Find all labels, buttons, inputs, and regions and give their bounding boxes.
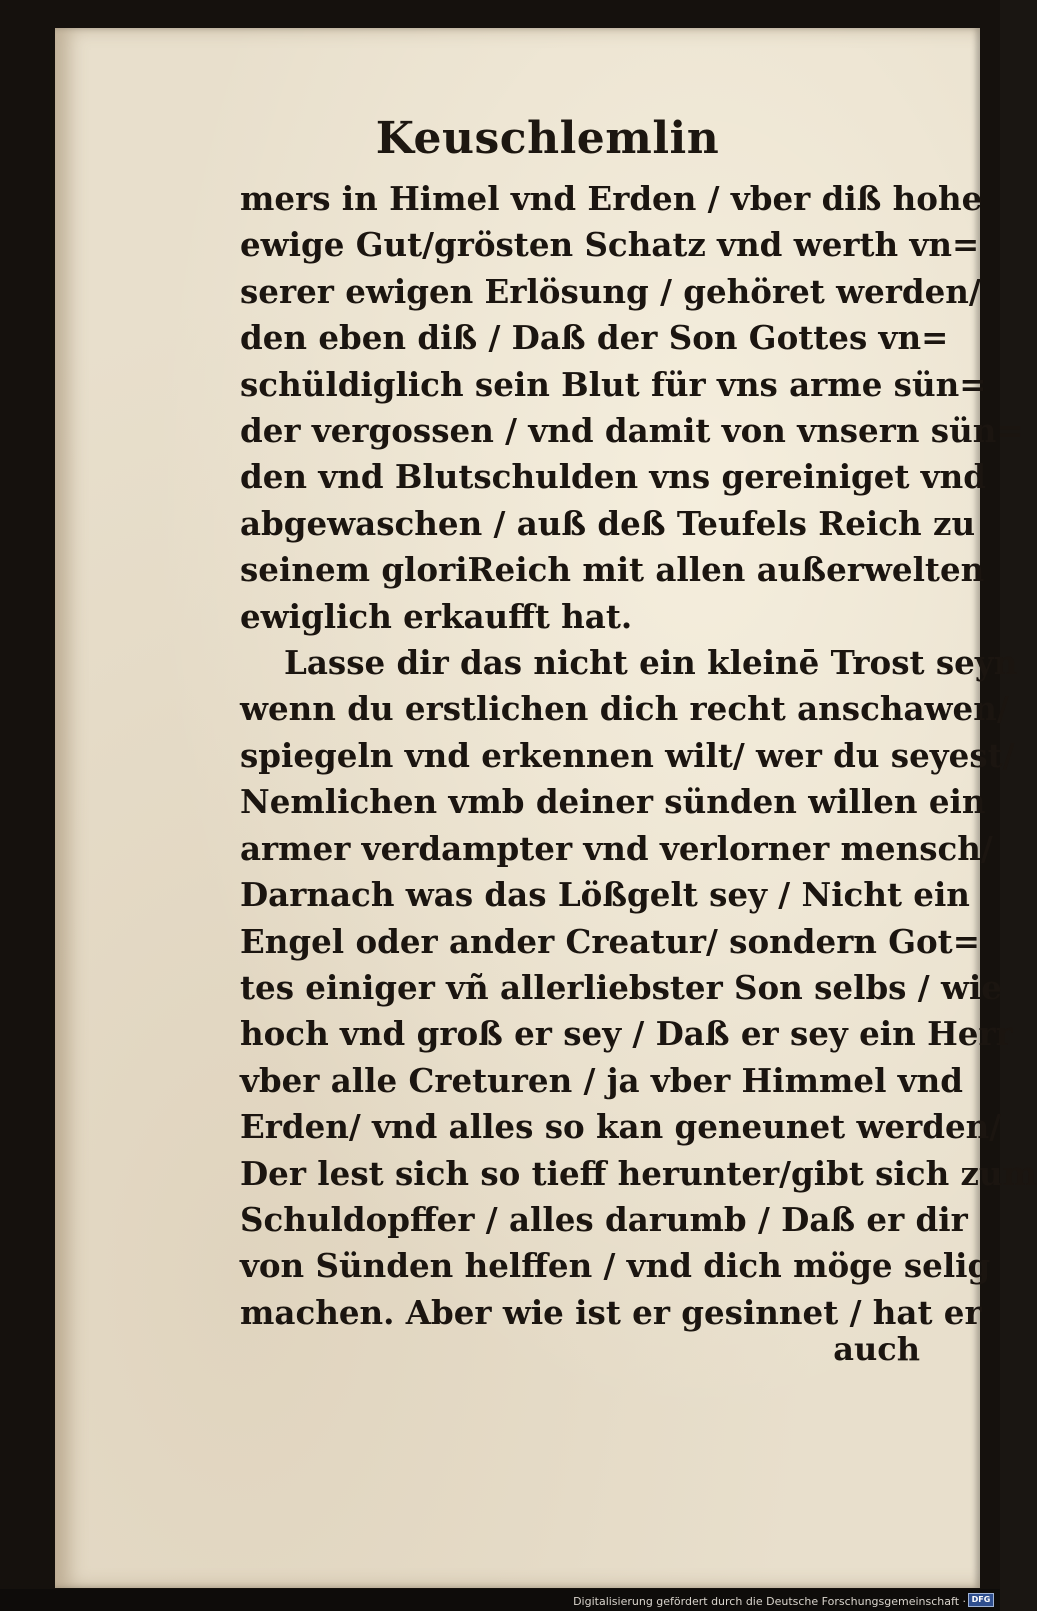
text-line: armer verdampter vnd verlorner mensch/ [240, 828, 993, 868]
text-line: seinem gloriReich mit allen außerwelten [240, 550, 985, 590]
text-line: mers in Himel vnd Erden / vber diß hohe [240, 179, 983, 218]
text-line: Der lest sich so tieff herunter/gibt sich zum [240, 1153, 1037, 1193]
text-line: Lasse dir das nicht ein kleinē Trost seyn [284, 643, 1018, 683]
dfg-logo-icon: DFG [968, 1593, 994, 1607]
text-line: Schuldopffer / alles darumb / Daß er dir [240, 1199, 968, 1239]
text-line: Nemlichen vmb deiner sünden willen ein [240, 782, 986, 822]
footer-credit: Digitalisierung gefördert durch die Deutsche Forschungsgemeinschaft · [573, 1595, 966, 1608]
text-line: machen. Aber wie ist er gesinnet / hat er [240, 1292, 982, 1332]
text-line: ewiglich erkaufft hat. [240, 596, 633, 636]
text-line: den eben diß / Daß der Son Gottes vn= [240, 318, 949, 358]
book-page [55, 28, 1037, 1588]
text-line: serer ewigen Erlösung / gehöret werden/ [240, 271, 981, 311]
text-line: wenn du erstlichen dich recht anschawen/ [240, 689, 1009, 729]
text-line: Darnach was das Lößgelt sey / Nicht ein [240, 875, 970, 915]
text-line: tes einiger vñ allerliebster Son selbs / wie [240, 967, 1002, 1007]
text-line: Erden/ vnd alles so kan geneunet werden/ [240, 1107, 1002, 1147]
text-line: der vergossen / vnd damit von vnsern sün= [240, 411, 1024, 451]
body-text [240, 176, 1037, 1336]
text-line: ewige Gut/grösten Schatz vnd werth vn= [240, 225, 980, 265]
text-line: spiegeln vnd erkennen wilt/ wer du seyest/ [240, 735, 1015, 775]
text-line: den vnd Blutschulden vns gereiniget vnd [240, 457, 987, 497]
text-line: hoch vnd groß er sey / Daß er sey ein Herr [240, 1014, 1013, 1054]
text-line: Engel oder ander Creatur/ sondern Got= [240, 921, 980, 961]
text-line: vber alle Creturen / ja vber Himmel vnd [240, 1060, 963, 1100]
running-head: Keuschlemlin [375, 113, 720, 164]
text-line: abgewaschen / auß deß Teufels Reich zu [240, 503, 976, 543]
catchword: auch [833, 1330, 920, 1368]
footer-bar [0, 1589, 1000, 1611]
text-line: von Sünden helffen / vnd dich möge selig [240, 1246, 991, 1286]
text-line: schüldiglich sein Blut für vns arme sün= [240, 364, 987, 404]
